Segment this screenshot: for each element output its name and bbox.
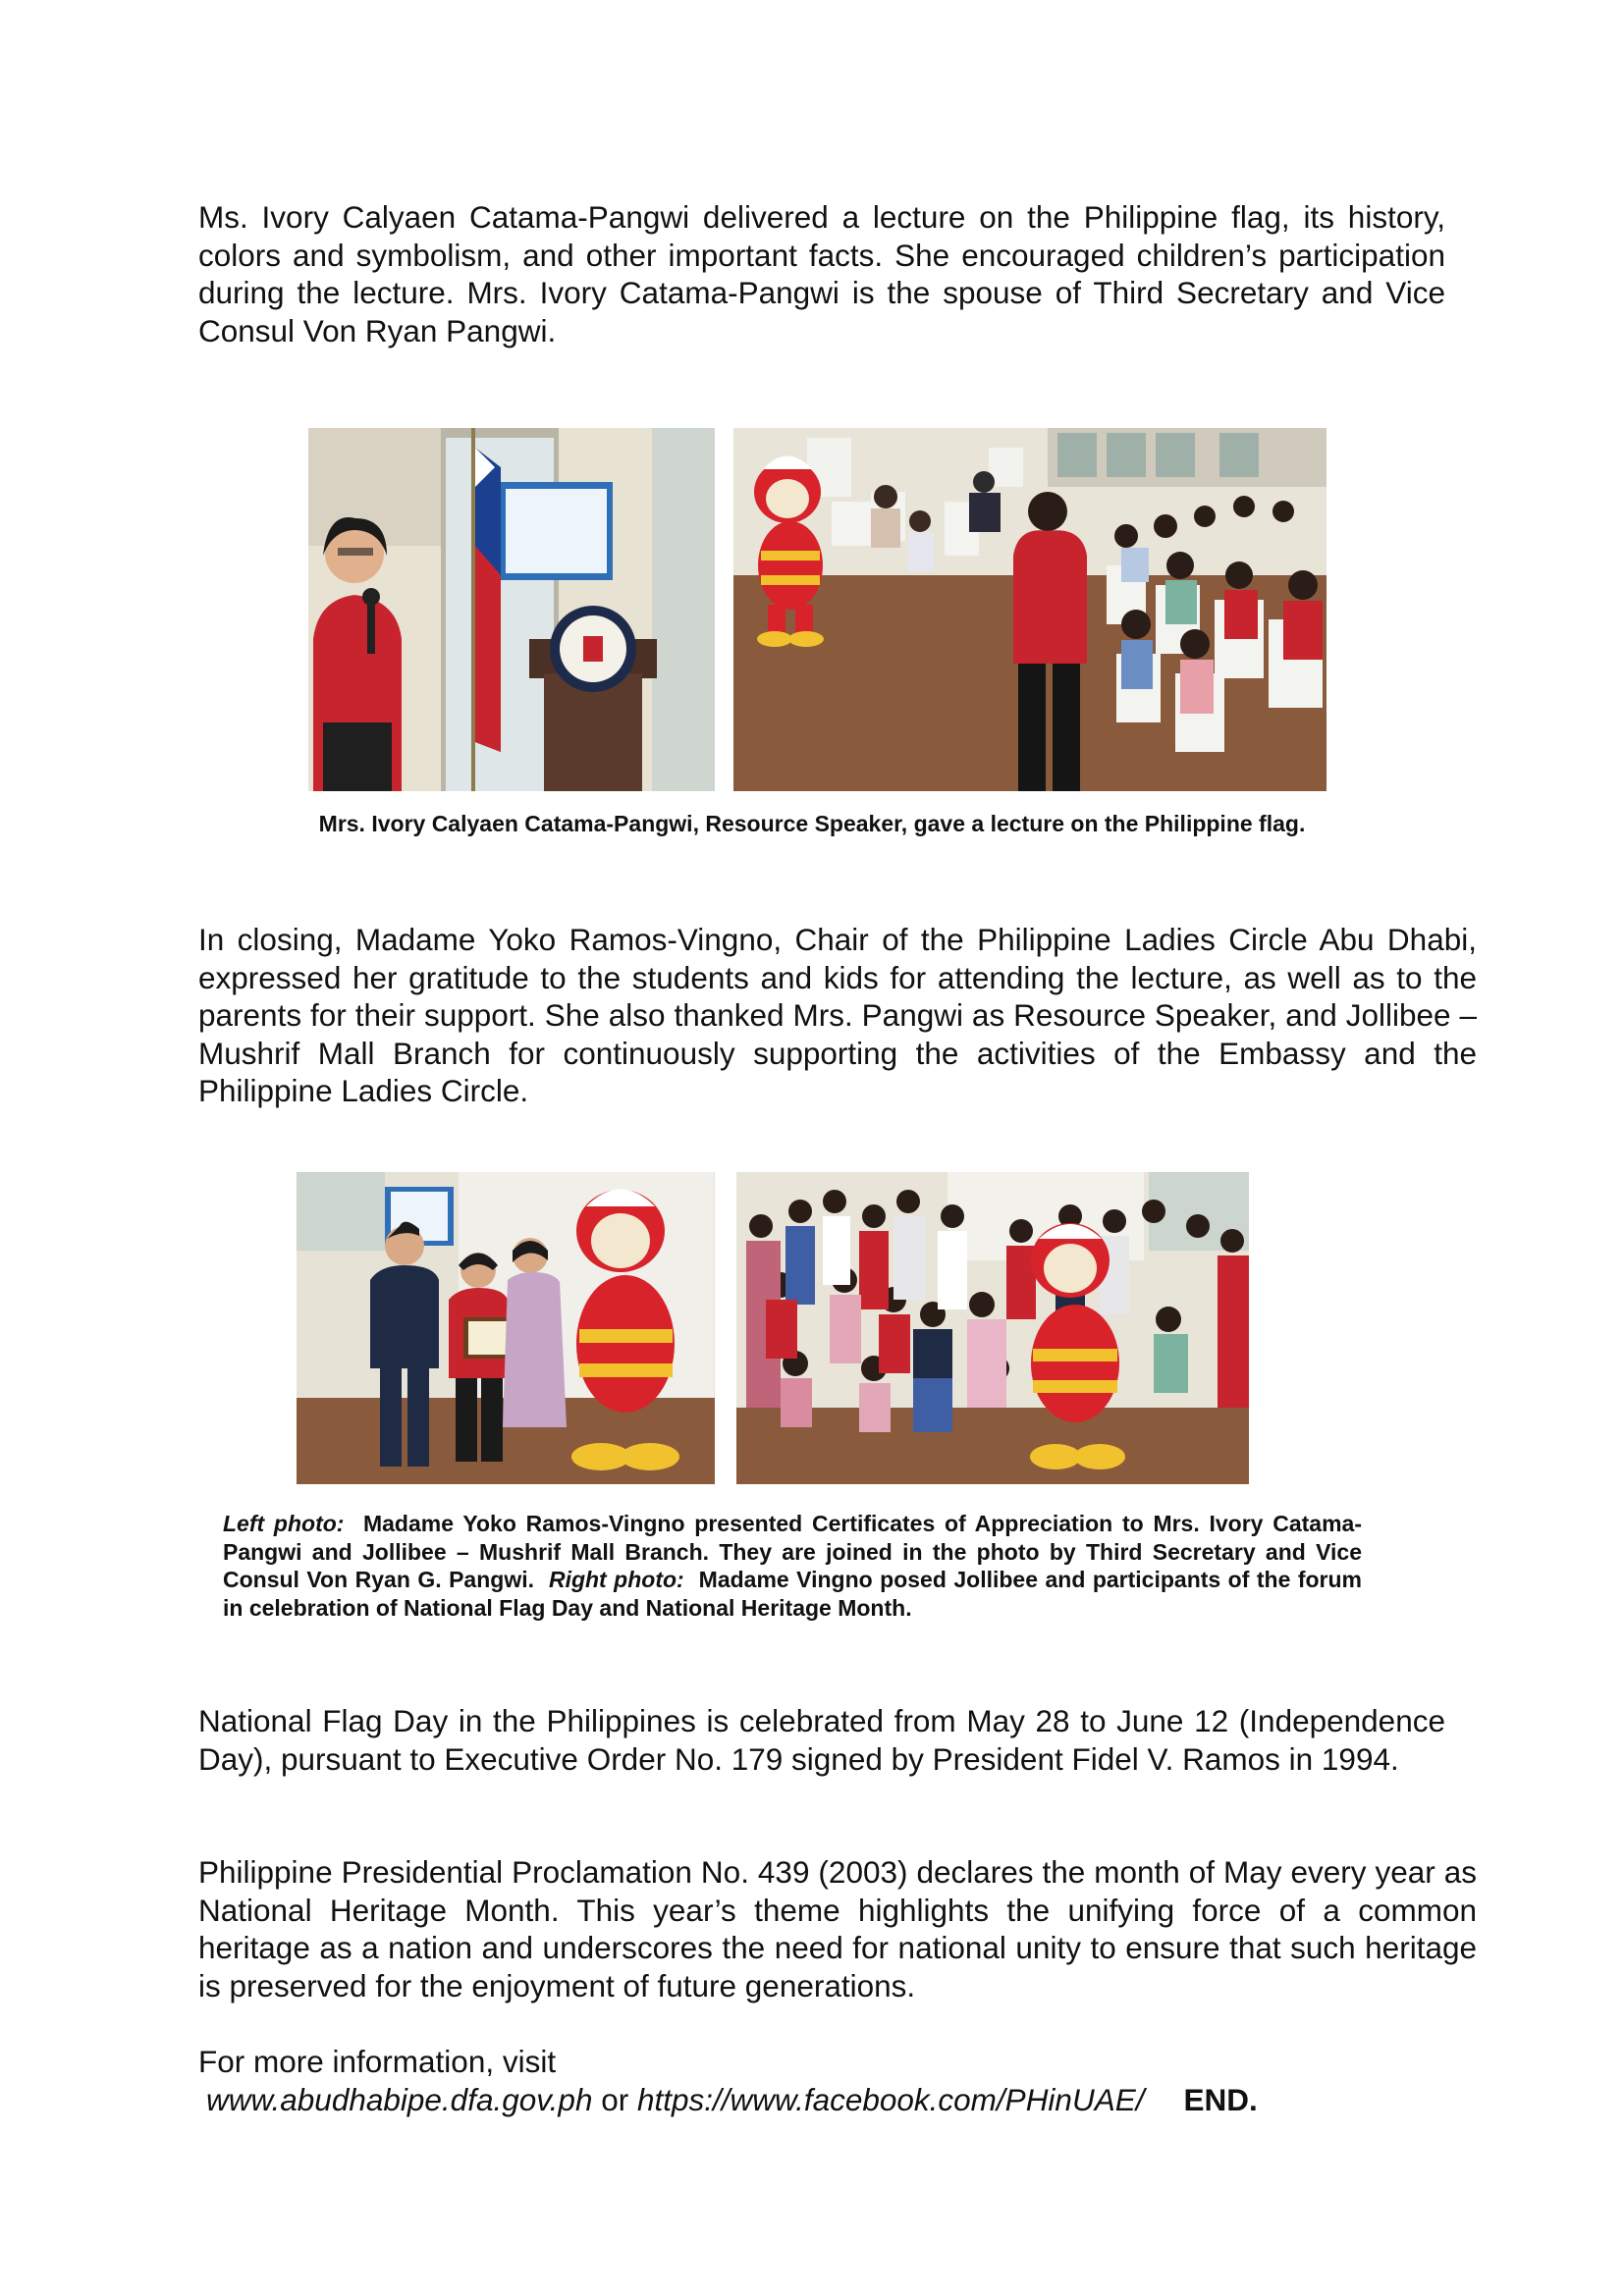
speaker-photo <box>308 428 715 791</box>
group-photo <box>736 1172 1249 1484</box>
left-photo-text: Madame Yoko Ramos-Vingno presented Certificates of Appreciation to Mrs. Ivory Catama-Pangwi and Jollibee – Mushrif Mall Branch. They are joined in the photo by Third Secretary and Vice Consul Von Ryan G. Pangwi. <box>223 1511 1362 1592</box>
heritage-paragraph: Philippine Presidential Proclamation No. 439 (2003) declares the month of May every year as National Heritage Month. This year’s theme highlights the unifying force of a common heritage as a nation and underscores the need for national unity to ensure that such heritage is preserved for the enjoyment of future generations. <box>198 1854 1477 2003</box>
or-text: or <box>601 2082 629 2117</box>
certificate-photo <box>297 1172 715 1484</box>
embassy-website-link[interactable]: www.abudhabipe.dfa.gov.ph <box>206 2082 593 2117</box>
more-info-intro: For more information, visit <box>198 2044 557 2079</box>
flag-day-paragraph: National Flag Day in the Philippines is celebrated from May 28 to June 12 (Independence Day), pursuant to Executive Order No. 179 signed by President Fidel V. Ramos in 1994. <box>198 1703 1445 1777</box>
more-info-links <box>206 2081 1483 2119</box>
facebook-link[interactable]: https://www.facebook.com/PHinUAE/ <box>637 2082 1145 2117</box>
first-photo-caption: Mrs. Ivory Calyaen Catama-Pangwi, Resource Speaker, gave a lecture on the Philippine flag. <box>318 811 1306 836</box>
second-photo-caption <box>223 1510 1362 1622</box>
lecture-paragraph: Ms. Ivory Calyaen Catama-Pangwi delivered a lecture on the Philippine flag, its history, colors and symbolism, and other important facts. She encouraged children’s participation during the lecture. Mrs. Ivory Catama-Pangwi is the spouse of Third Secretary and Vice Consul Von Ryan Pangwi. <box>198 199 1445 348</box>
end-marker: END. <box>1183 2082 1258 2117</box>
classroom-photo <box>733 428 1326 791</box>
left-photo-label: Left photo: <box>223 1511 345 1536</box>
right-photo-label: Right photo: <box>548 1567 684 1592</box>
right-photo-text: Madame Vingno posed Jollibee and participants of the forum in celebration of National Flag Day and National Heritage Month. <box>223 1567 1362 1621</box>
closing-paragraph: In closing, Madame Yoko Ramos-Vingno, Chair of the Philippine Ladies Circle Abu Dhabi, expressed her gratitude to the students and kids for attending the lecture, as well as to the parents for their support. She also thanked Mrs. Pangwi as Resource Speaker, and Jollibee – Mushrif Mall Branch for continuously supporting the activities of the Embassy and the Philippine Ladies Circle. <box>198 922 1477 1108</box>
